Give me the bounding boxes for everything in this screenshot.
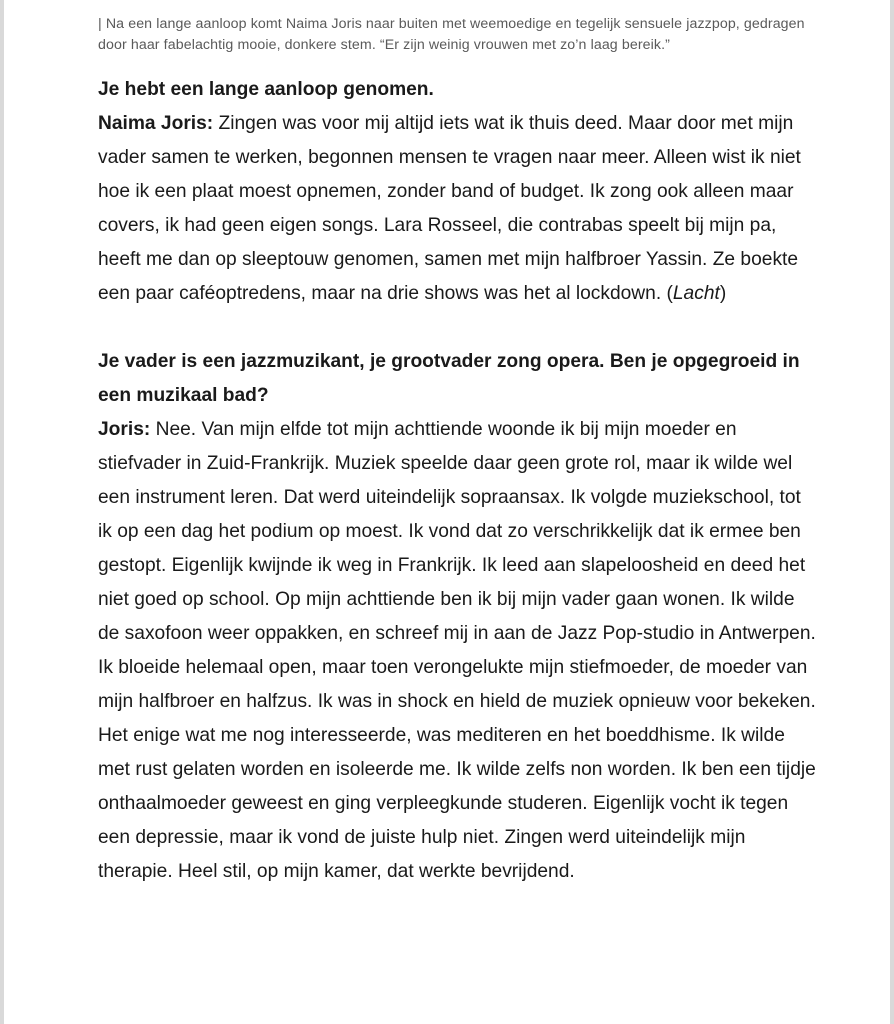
speaker-name: Joris:: [98, 419, 151, 440]
paragraph-spacer: [98, 311, 818, 345]
interview-qa-2: [98, 345, 818, 889]
answer-text: Zingen was voor mij altijd iets wat ik thuis deed. Maar door met mijn vader samen te werken, begonnen mensen te vragen naar meer. Alleen wist ik niet hoe ik een plaat moest opnemen, zonder band of budget. Ik zong ook alleen maar covers, ik had geen eigen songs. Lara Rosseel, die contrabas speelt bij mijn pa, heeft me dan op sleeptouw genomen, samen met mijn halfbroer Yassin. Ze boekte een paar caféoptredens, maar na drie shows was het al lockdown.: [98, 113, 801, 304]
speaker-name: Naima Joris:: [98, 113, 214, 134]
interview-answer: [98, 107, 818, 311]
aside-open: (: [661, 283, 673, 304]
article-body: [98, 14, 818, 889]
right-frame-border: [890, 0, 894, 1024]
interview-qa-1: [98, 73, 818, 311]
aside-close: ): [719, 283, 727, 304]
answer-text: Nee. Van mijn elfde tot mijn achttiende woonde ik bij mijn moeder en stiefvader in Zuid-Frankrijk. Muziek speelde daar geen grote rol, maar ik wilde wel een instrument leren. Dat werd uiteindelijk sopraansax. Ik volgde muziekschool, tot ik op een dag het podium op moest. Ik vond dat zo verschrikkelijk dat ik ermee ben gestopt. Eigenlijk kwijnde ik weg in Frankrijk. Ik leed aan slapeloosheid en deed het niet goed op school. Op mijn achttiende ben ik bij mijn vader gaan wonen. Ik wilde de saxofoon weer oppakken, en schreef mij in aan de Jazz Pop-studio in Antwerpen. Ik bloeide helemaal open, maar toen verongelukte mijn stiefmoeder, de moeder van mijn halfbroer en halfzus. Ik was in shock en hield de muziek opnieuw voor bekeken. Het enige wat me nog interesseerde, was mediteren en het boeddhisme. Ik wilde met rust gelaten worden en isoleerde me. Ik wilde zelfs non worden. Ik ben een tijdje onthaalmoeder geweest en ging verpleegkunde studeren. Eigenlijk vocht ik tegen een depressie, maar ik vond de juiste hulp niet. Zingen werd uiteindelijk mijn therapie. Heel stil, op mijn kamer, dat werkte bevrijdend.: [98, 419, 816, 882]
intro-lede: | Na een lange aanloop komt Naima Joris naar buiten met weemoedige en tegelijk sensuele jazzpop, gedragen door haar fabelachtig mooie, donkere stem. “Er zijn weinig vrouwen met zo’n laag bereik.”: [98, 16, 805, 53]
stage-direction: Lacht: [672, 283, 720, 304]
interview-question: Je vader is een jazzmuzikant, je grootvader zong opera. Ben je opgegroeid in een muzikaal bad?: [98, 351, 800, 406]
left-frame-border: [0, 0, 4, 1024]
interview-question: Je hebt een lange aanloop genomen.: [98, 79, 434, 100]
interview-answer: [98, 413, 818, 889]
